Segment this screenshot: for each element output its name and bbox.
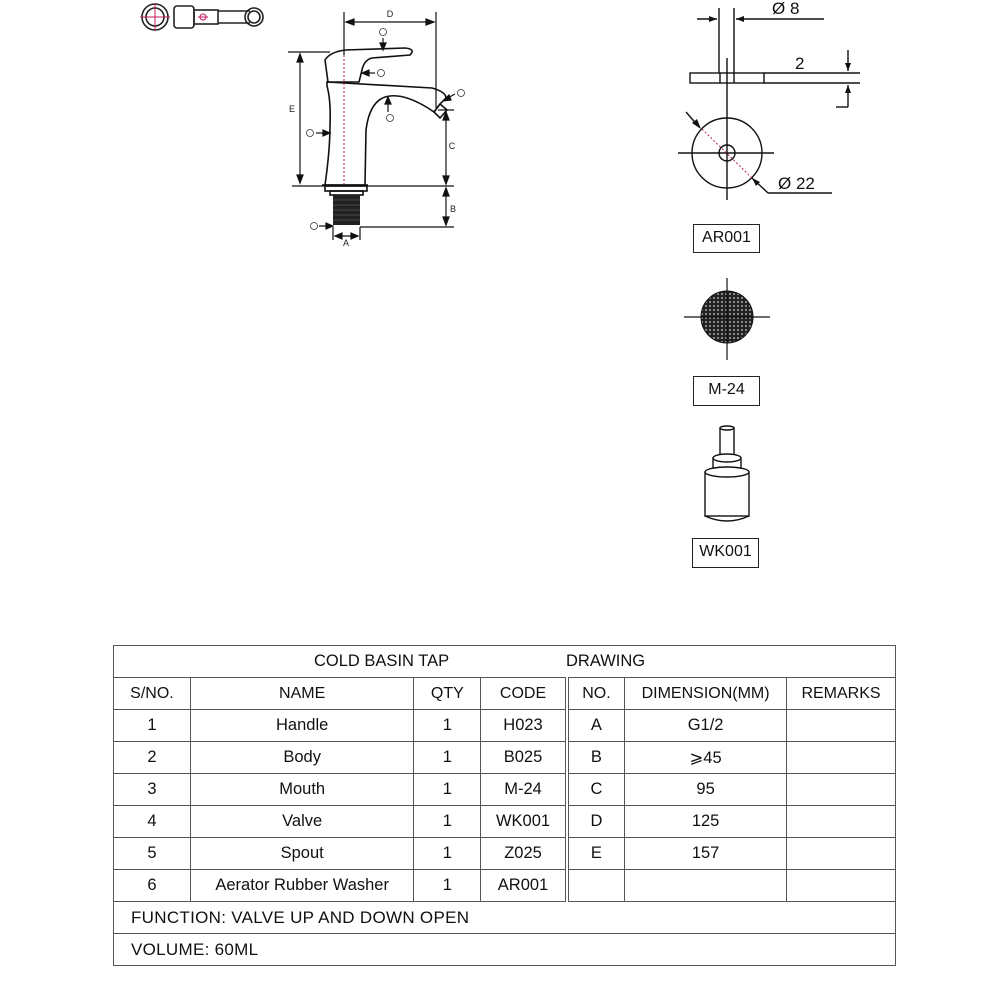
cell-dimension: 125 xyxy=(625,806,787,838)
header-remarks: REMARKS xyxy=(787,678,896,710)
cell-code: Z025 xyxy=(481,838,567,870)
cell-name: Body xyxy=(190,742,414,774)
part-label-wk001: WK001 xyxy=(692,538,759,568)
dim-label-d: D xyxy=(386,9,394,19)
function-note: FUNCTION: VALVE UP AND DOWN OPEN xyxy=(114,902,896,934)
cell-name: Mouth xyxy=(190,774,414,806)
cell-sno: 3 xyxy=(114,774,191,806)
table-subtitle: DRAWING xyxy=(565,652,646,670)
table-title: COLD BASIN TAP xyxy=(314,652,449,670)
header-code: CODE xyxy=(481,678,567,710)
cell-qty: 1 xyxy=(414,870,481,902)
cell-no: C xyxy=(567,774,625,806)
cell-no: A xyxy=(567,710,625,742)
washer-inner-diameter: Ø 8 xyxy=(772,0,800,18)
cell-remarks xyxy=(787,774,896,806)
cell-name: Valve xyxy=(190,806,414,838)
cell-qty: 1 xyxy=(414,838,481,870)
table-row xyxy=(114,774,896,806)
cell-qty: 1 xyxy=(414,742,481,774)
header-qty: QTY xyxy=(414,678,481,710)
header-name: NAME xyxy=(190,678,414,710)
cell-remarks xyxy=(787,870,896,902)
cell-dimension: ⩾45 xyxy=(625,742,787,774)
function-row xyxy=(114,902,896,934)
cell-name: Aerator Rubber Washer xyxy=(190,870,414,902)
cell-dimension: 95 xyxy=(625,774,787,806)
cell-dimension xyxy=(625,870,787,902)
volume-note: VOLUME: 60ML xyxy=(114,934,896,966)
cell-qty: 1 xyxy=(414,774,481,806)
cell-code: H023 xyxy=(481,710,567,742)
cell-name: Handle xyxy=(190,710,414,742)
washer-outer-diameter: Ø 22 xyxy=(778,174,815,193)
table-row xyxy=(114,742,896,774)
bill-of-materials-table xyxy=(113,645,896,966)
cell-sno: 5 xyxy=(114,838,191,870)
cell-no xyxy=(567,870,625,902)
part-label-ar001: AR001 xyxy=(693,224,760,253)
dim-label-a: A xyxy=(342,238,350,248)
cell-code: B025 xyxy=(481,742,567,774)
cell-no: E xyxy=(567,838,625,870)
table-row xyxy=(114,838,896,870)
cell-remarks xyxy=(787,742,896,774)
cell-no: B xyxy=(567,742,625,774)
cell-no: D xyxy=(567,806,625,838)
cell-sno: 4 xyxy=(114,806,191,838)
table-row xyxy=(114,806,896,838)
dim-label-b: B xyxy=(449,204,457,214)
table-row xyxy=(114,870,896,902)
table-row xyxy=(114,710,896,742)
table-header-row xyxy=(114,678,896,710)
cell-code: AR001 xyxy=(481,870,567,902)
cell-sno: 2 xyxy=(114,742,191,774)
part-label-m24: M-24 xyxy=(693,376,760,406)
header-sno: S/NO. xyxy=(114,678,191,710)
cell-name: Spout xyxy=(190,838,414,870)
cell-remarks xyxy=(787,806,896,838)
cell-dimension: G1/2 xyxy=(625,710,787,742)
cell-code: M-24 xyxy=(481,774,567,806)
cell-remarks xyxy=(787,710,896,742)
dim-label-e: E xyxy=(288,104,296,114)
table-title-row xyxy=(114,646,896,678)
cell-dimension: 157 xyxy=(625,838,787,870)
cell-sno: 1 xyxy=(114,710,191,742)
washer-thickness: 2 xyxy=(795,54,805,73)
volume-row xyxy=(114,934,896,966)
cell-code: WK001 xyxy=(481,806,567,838)
cell-remarks xyxy=(787,838,896,870)
dim-label-c: C xyxy=(448,141,456,151)
cell-qty: 1 xyxy=(414,806,481,838)
header-dimension: DIMENSION(MM) xyxy=(625,678,787,710)
cell-qty: 1 xyxy=(414,710,481,742)
cell-sno: 6 xyxy=(114,870,191,902)
header-no: NO. xyxy=(567,678,625,710)
